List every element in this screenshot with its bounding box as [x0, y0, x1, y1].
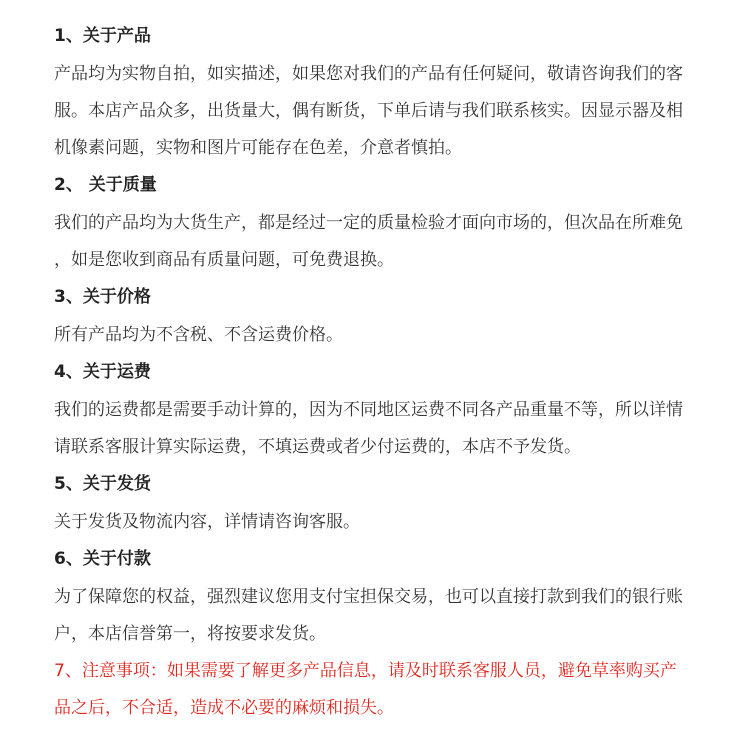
section-title: 4、关于运费 [54, 362, 151, 382]
section-title: 5、关于发货 [54, 474, 151, 494]
section-quality [54, 171, 750, 283]
section-payment [54, 545, 750, 657]
body-line: 我们的运费都是需要手动计算的，因为不同地区运费不同各产品重量不等，所以详情 [54, 400, 683, 420]
body-line: ，如是您收到商品有质量问题，可免费退换。 [54, 250, 394, 270]
body-line: 关于发货及物流内容，详情请咨询客服。 [54, 512, 360, 532]
body-line: 所有产品均为不含税、不含运费价格。 [54, 325, 343, 345]
section-title: 1、关于产品 [54, 26, 151, 46]
section-title: 2、 关于质量 [54, 175, 157, 195]
section-price [54, 283, 750, 358]
body-line: 产品均为实物自拍，如实描述，如果您对我们的产品有任何疑问，敬请咨询我们的客 [54, 64, 683, 84]
body-line: 机像素问题，实物和图片可能存在色差，介意者慎拍。 [54, 138, 462, 158]
body-line: 为了保障您的权益，强烈建议您用支付宝担保交易，也可以直接打款到我们的银行账 [54, 587, 683, 607]
section-notice [54, 657, 750, 722]
notice-line: 7、注意事项：如果需要了解更多产品信息，请及时联系客服人员，避免草率购买产 [54, 661, 677, 681]
body-line: 户，本店信誉第一，将按要求发货。 [54, 624, 326, 644]
body-line: 服。本店产品众多，出货量大，偶有断货，下单后请与我们联系核实。因显示器及相 [54, 101, 683, 121]
section-product [54, 22, 750, 171]
body-line: 请联系客服计算实际运费，不填运费或者少付运费的，本店不予发货。 [54, 437, 581, 457]
body-line: 我们的产品均为大货生产，都是经过一定的质量检验才面向市场的，但次品在所难免 [54, 213, 683, 233]
section-delivery [54, 470, 750, 545]
section-title: 6、关于付款 [54, 549, 151, 569]
section-shipping-fee [54, 358, 750, 470]
section-title: 3、关于价格 [54, 287, 151, 307]
notice-line: 品之后，不合适，造成不必要的麻烦和损失。 [54, 698, 394, 718]
